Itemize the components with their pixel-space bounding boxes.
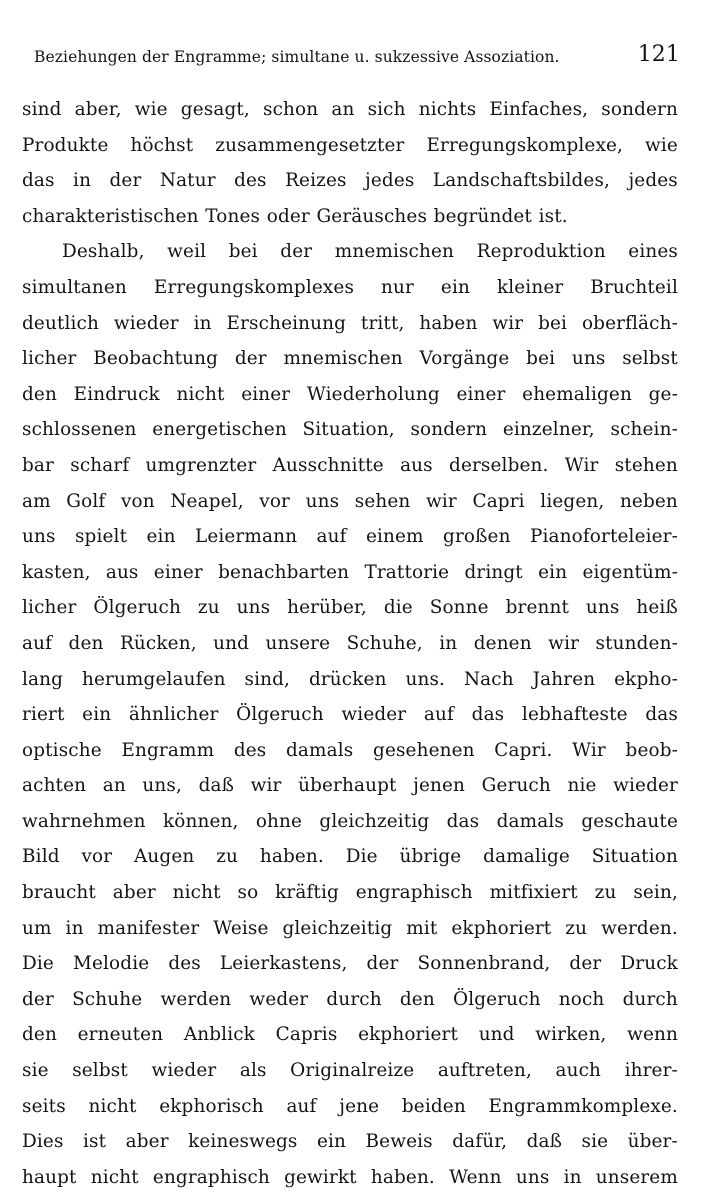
text-line: achten an uns, daß wir überhaupt jenen Geruch nie wieder	[22, 775, 678, 797]
body-text	[22, 92, 678, 1195]
text-line: der Schuhe werden weder durch den Ölgeruch noch durch	[22, 988, 678, 1010]
text-line: charakteristischen Tones oder Geräusches begründet ist.	[22, 205, 568, 227]
text-line: am Golf von Neapel, vor uns sehen wir Capri liegen, neben	[22, 490, 678, 512]
text-line: Dies ist aber keineswegs ein Beweis dafür, daß sie über-	[22, 1131, 678, 1153]
text-line: sie selbst wieder als Originalreize auftreten, auch ihrer-	[22, 1060, 678, 1082]
text-line: den erneuten Anblick Capris ekphoriert und wirken, wenn	[22, 1024, 678, 1046]
text-line: kasten, aus einer benachbarten Trattorie dringt ein eigentüm-	[22, 561, 678, 583]
text-line: simultanen Erregungskomplexes nur ein kleiner Bruchteil	[22, 276, 678, 298]
text-line: Die Melodie des Leierkastens, der Sonnenbrand, der Druck	[22, 953, 678, 975]
text-line: Produkte höchst zusammengesetzter Erregungskomplexe, wie	[22, 134, 678, 156]
text-line: das in der Natur des Reizes jedes Landschaftsbildes, jedes	[22, 170, 678, 192]
running-head-title: Beziehungen der Engramme; simultane u. sukzessive Assoziation.	[34, 48, 560, 66]
text-line: seits nicht ekphorisch auf jene beiden Engrammkomplexe.	[22, 1095, 678, 1117]
text-line: sind aber, wie gesagt, schon an sich nichts Einfaches, sondern	[22, 99, 678, 120]
text-line: um in manifester Weise gleichzeitig mit ekphoriert zu werden.	[22, 917, 678, 939]
text-line: bar scharf umgrenzter Ausschnitte aus derselben. Wir stehen	[22, 454, 678, 476]
text-line: wahrnehmen können, ohne gleichzeitig das damals geschaute	[22, 810, 678, 832]
paragraph	[22, 234, 678, 1195]
text-line: licher Ölgeruch zu uns herüber, die Sonne brennt uns heiß	[22, 597, 678, 619]
text-line: den Eindruck nicht einer Wiederholung einer ehemaligen ge-	[22, 383, 678, 405]
text-line: deutlich wieder in Erscheinung tritt, haben wir bei oberfläch-	[22, 312, 678, 334]
text-line: auf den Rücken, und unsere Schuhe, in denen wir stunden-	[22, 632, 678, 654]
page-number: 121	[637, 42, 680, 67]
text-line: licher Beobachtung der mnemischen Vorgänge bei uns selbst	[22, 348, 678, 370]
running-head	[22, 38, 678, 78]
text-line: Bild vor Augen zu haben. Die übrige damalige Situation	[22, 846, 678, 868]
paragraph	[22, 92, 678, 234]
text-line: uns spielt ein Leiermann auf einem großen Pianoforteleier-	[22, 526, 678, 548]
text-line: optische Engramm des damals gesehenen Capri. Wir beob-	[22, 739, 678, 761]
text-line: schlossenen energetischen Situation, sondern einzelner, schein-	[22, 419, 678, 441]
text-line: braucht aber nicht so kräftig engraphisch mitfixiert zu sein,	[22, 882, 678, 904]
text-line: lang herumgelaufen sind, drücken uns. Nach Jahren ekpho-	[22, 668, 678, 690]
text-line: Deshalb, weil bei der mnemischen Reproduktion eines	[62, 241, 678, 263]
text-line: haupt nicht engraphisch gewirkt haben. Wenn uns in unserem	[22, 1166, 678, 1188]
text-line: riert ein ähnlicher Ölgeruch wieder auf das lebhafteste das	[22, 704, 678, 726]
book-page	[22, 38, 678, 1195]
